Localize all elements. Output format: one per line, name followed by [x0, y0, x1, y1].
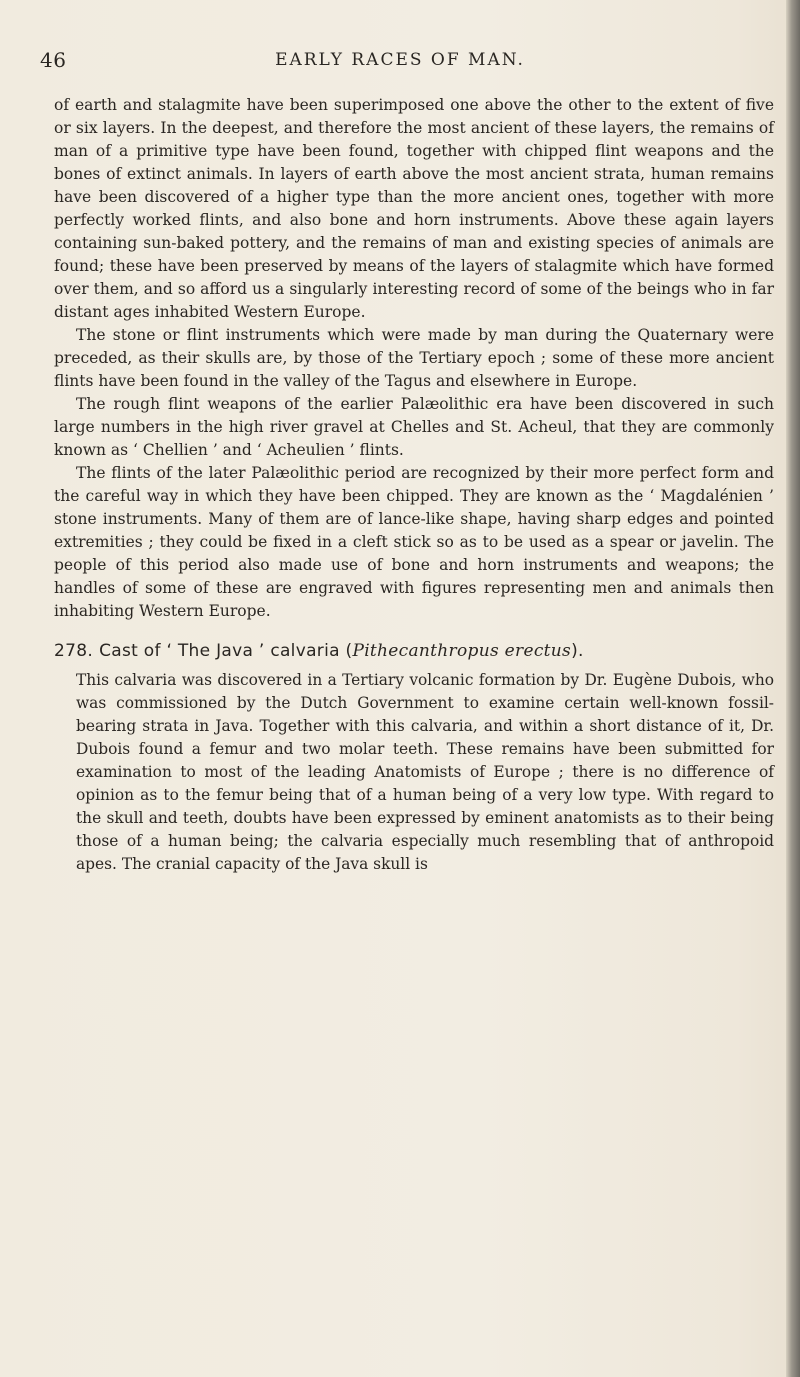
entry-title-prefix: Cast of ‘ The Java ’ calvaria ( [99, 641, 353, 661]
paragraph-flint-instruments: The stone or flint instruments which were made by man during the Quaternary were preceded, as their skulls are, by those of the Tertiary epoch ; some of these more ancient flints have been found in the valley of the Tagus and elsewhere in Europe. [54, 326, 774, 390]
page-number: 46 [40, 48, 67, 72]
page-header [0, 48, 800, 78]
page-edge-shadow [786, 0, 800, 1377]
entry-description: This calvaria was discovered in a Tertiary volcanic formation by Dr. Eugène Dubois, who was commissioned by the Dutch Government to examine certain well-known fossil-bearing strata in Java. Together with this calvaria, and within a short distance of it, Dr. Dubois found a femur and two molar teeth. These remains have been submitted for examination to most of the leading Anatomists of Europe ; there is no difference of opinion as to the femur being that of a human being of a very low type. With regard to the skull and teeth, doubts have been expressed by eminent anatomists as to their being those of a human being; the calvaria especially much resembling that of anthropoid apes. The cranial capacity of the Java skull is [76, 671, 774, 873]
entry-title-species: Pithecanthropus erectus [352, 641, 572, 661]
page-body [54, 94, 774, 876]
catalogue-entry-heading [54, 641, 774, 661]
running-title: EARLY RACES OF MAN. [275, 50, 525, 70]
paragraph-earlier-palaeolithic: The rough flint weapons of the earlier Palæolithic era have been discovered in such large numbers in the high river gravel at Chelles and St. Acheul, that they are commonly known as ‘ Chellien ’ and ‘ Acheulien ’ flints. [54, 395, 774, 459]
catalogue-entry [54, 669, 774, 876]
entry-number: 278. [54, 641, 94, 661]
paragraph-later-palaeolithic: The flints of the later Palæolithic period are recognized by their more perfect form and the careful way in which they have been chipped. They are known as the ‘ Magdalénien ’ stone instruments. Many of them are of lance-like shape, having sharp edges and pointed extremities ; they could be fixed in a cleft stick so as to be used as a spear or javelin. The people of this period also made use of bone and horn instruments and weapons; the handles of some of these are engraved with figures representing men and animals then inhabiting Western Europe. [54, 464, 774, 620]
entry-title-suffix: ). [571, 641, 584, 661]
paragraph-continued: of earth and stalagmite have been superimposed one above the other to the extent of five or six layers. In the deepest, and therefore the most ancient of these layers, the remains of man of a primitive type have been found, together with chipped flint weapons and the bones of extinct animals. In layers of earth above the most ancient strata, human remains have been discovered of a higher type than the more ancient ones, together with more perfectly worked flints, and also bone and horn instruments. Above these again layers containing sun-baked pottery, and the remains of man and existing species of animals are found; these have been preserved by means of the layers of stalagmite which have formed over them, and so afford us a singularly interesting record of some of the beings who in far distant ages inhabited Western Europe. [54, 96, 774, 321]
